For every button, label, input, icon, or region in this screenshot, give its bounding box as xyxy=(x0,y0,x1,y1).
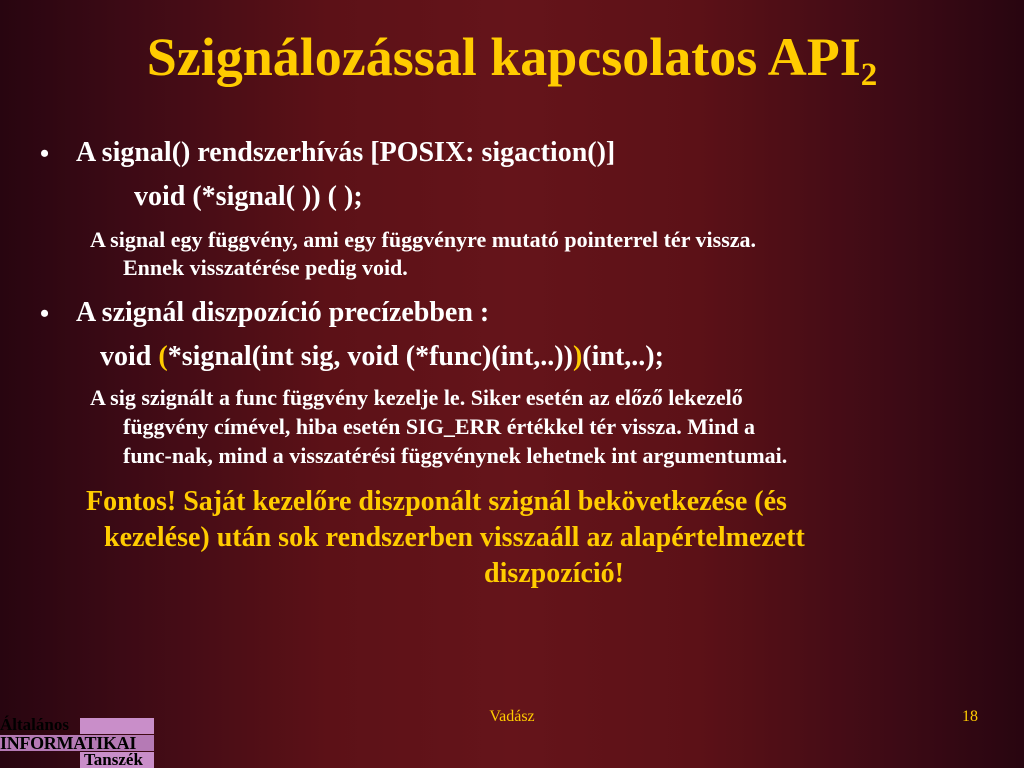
footer-author: Vadász xyxy=(489,708,535,725)
code-decl-prefix: void xyxy=(100,341,159,372)
bullet-marker: • xyxy=(40,139,50,168)
logo-line-3: Tanszék xyxy=(84,750,143,768)
bullet-signal-syscall: A signal() rendszerhívás [POSIX: sigaction()] xyxy=(76,137,616,168)
footer-page-number: 18 xyxy=(962,708,978,725)
important-note-line-1: Fontos! Saját kezelőre diszponált szignál bekövetkezése (és xyxy=(86,486,787,517)
code-signal-declaration: void (*signal( )) ( ); xyxy=(134,181,363,212)
description-disposition-line-2: függvény címével, hiba esetén SIG_ERR értékkel tér vissza. Mind a xyxy=(123,414,756,439)
code-signal-full-declaration xyxy=(100,340,664,374)
code-decl-open-paren: ( xyxy=(158,341,168,372)
description-signal-line-2: Ennek visszatérése pedig void. xyxy=(123,255,408,280)
logo-line-1: Általános xyxy=(0,715,69,734)
description-disposition-line-3: func-nak, mind a visszatérési függvénynek lehetnek int argumentumai. xyxy=(123,443,788,468)
department-logo xyxy=(0,714,154,768)
code-decl-suffix: (int,..); xyxy=(582,341,664,372)
important-note-line-2: kezelése) után sok rendszerben visszaáll az alapértelmezett xyxy=(104,522,805,553)
bullet-signal-disposition: A szignál diszpozíció precízebben : xyxy=(76,297,490,328)
logo-line-2: INFORMATIKAI xyxy=(0,733,137,753)
description-signal-line-1: A signal egy függvény, ami egy függvényre mutató pointerrel tér vissza. xyxy=(90,227,757,252)
slide-title xyxy=(0,24,1024,108)
important-note xyxy=(86,484,986,592)
code-decl-close-paren: ) xyxy=(572,341,583,372)
bullet-marker: • xyxy=(40,299,50,328)
slide-title-subscript: 2 xyxy=(860,57,878,93)
important-note-line-3: diszpozíció! xyxy=(484,558,624,589)
description-disposition-line-1: A sig szignált a func függvény kezelje le. Siker esetén az előző lekezelő xyxy=(90,385,743,410)
slide-title-text: Szignálozással kapcsolatos API xyxy=(146,27,861,87)
code-decl-middle: *signal(int sig, void (*func)(int,..)) xyxy=(167,341,573,372)
